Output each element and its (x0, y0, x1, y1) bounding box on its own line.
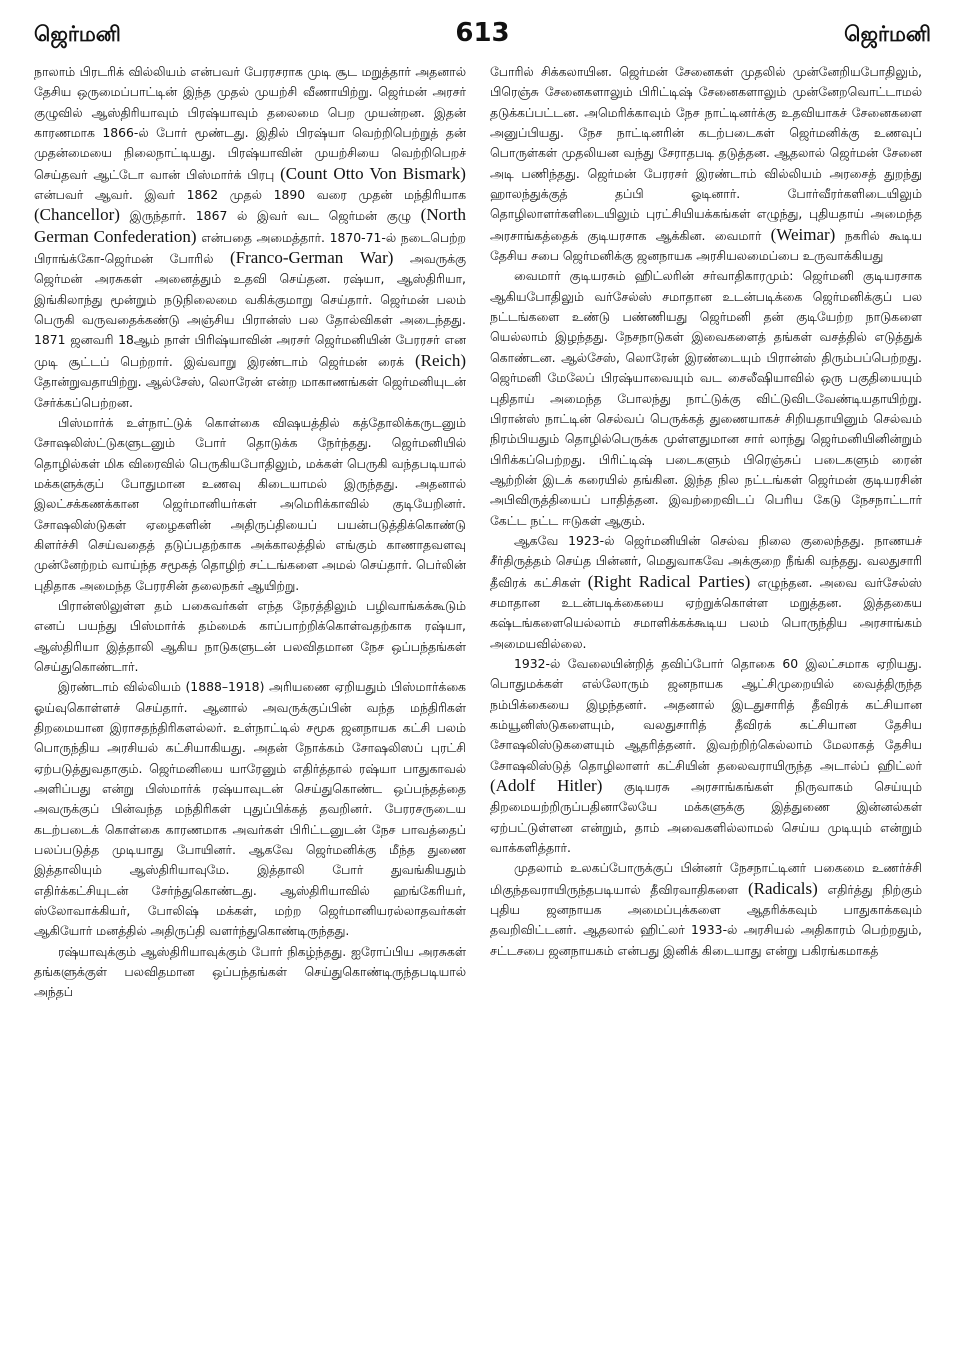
english-term: (Count Otto Von Bismark) (280, 163, 466, 183)
english-term: (Reich) (415, 350, 466, 370)
paragraph-text: முதலாம் உலகப்போருக்குப் பின்னர் நேசநாட்டினர் பகைமை உணர்ச்சி மிகுந்தவராயிருந்தபடியால் தீவிரவாதிகளை (490, 860, 922, 897)
paragraph-text: 1932-ல் வேலையின்றித் தவிப்போர் தொகை 60 இலட்சமாக ஏறியது. பொதுமக்கள் எல்லோரும் ஜனநாயக ஆட்சிமுறையில் வைத்திருந்த நம்பிக்கையை இழந்தனர். அதனால் இடதுசாரித் தீவிரக் கட்சியான கம்யூனிஸ்டுகளையும், வலதுசாரித் தீவிரக் கட்சியான தேசிய சோஷலிஸ்டுகளையும் ஆதரித்தனர். இவற்றிற்கெல்லாம் மேலாகத் தேசிய சோஷலிஸ்டுத் தொழிலாளர் கட்சியின் தலைவராயிருந்த அடால்ப் ஹிட்லர் (490, 655, 922, 773)
page-header (34, 18, 931, 58)
running-title-left: ஜெர்மனி (34, 22, 121, 46)
running-title-right: ஜெர்மனி (844, 22, 931, 46)
paragraph-text: நாலாம் பிரடரிக் வில்லியம் என்பவர் பேரரசராக முடி சூட மறுத்தார் அதனால் தேசிய ஒருமைப்பாட்டின் இந்த முதல் முயற்சி வீணாயிற்று. ஜெர்மன் அரசர் குழுவில் ஆஸ்திரியாவும் பிரஷ்யாவும் தலைமை பெற முயன்றன. இதன் காரணமாக 1866-ல் போர் மூண்டது. இதில் பிரஷ்யா வெற்றிபெற்றுத் தன் முதன்மையை நிலைநாட்டியது. பிரஷ்யாவின் முயற்சியை வெற்றிபெறச் செய்தவர் ஆட்டோ வான் பிஸ்மார்க் பிரபு (34, 64, 466, 182)
paragraph-text: தோன்றுவதாயிற்று. ஆல்சேஸ், லொரேன் என்ற மாகாணங்கள் ஜெர்மனியுடன் சேர்க்கப்பெற்றன. (34, 374, 466, 410)
paragraph: பிஸ்மார்க் உள்நாட்டுக் கொள்கை விஷயத்தில் கத்தோலிக்கருடனும் சோஷலிஸ்ட்டுகளுடனும் போர் தொடுக்க நேர்ந்தது. ஜெர்மனியில் தொழில்கள் மிக விரைவில் பெருகியபோதிலும், மக்கள் பெருகி வந்தபடியால் மக்களுக்குப் போதுமான உணவு கிடையாமல் இருந்தது. அதனால் இலட்சக்கணக்கான ஜெர்மானியர்கள் அமெரிக்காவில் குடியேறினர். சோஷலிஸ்டுகள் ஏழைகளின் அதிருப்தியைப் பயன்படுத்திக்கொண்டு கிளர்ச்சி செய்வதைத் தடுப்பதற்காக அக்காலத்தில் எங்கும் காணாதவளவு முன்னேற்றம் வாய்ந்த சமூகத் தொழிற் சட்டங்களை அமல் செய்தார். பெர்லின் புதிதாக அமைந்த பேரரசின் தலைநகர் ஆயிற்று. (34, 414, 466, 593)
english-term: (North German Confederation) (34, 205, 466, 246)
paragraph-text: போரில் சிக்கலாயின. ஜெர்மன் சேனைகள் முதலில் முன்னேறியபோதிலும், பிரெஞ்சு சேனைகளாலும் பிரிட்டிஷ் சேனைகளாலும் முன்னேறவொட்டாமல் தடுக்கப்பட்டன. அமெரிக்காவும் நேச நாட்டினர்க்கு உதவியாகச் சேனைகளை அனுப்பியது. நேச நாட்டினரின் கடற்படைகள் ஜெர்மனிக்கு உணவுப் பொருள்கள் முதலியன வந்து சேராதபடி தடுத்தன. ஆதலால் ஜெர்மன் சேனை அடி பணிந்தது. ஜெர்மன் பேரரசர் இரண்டாம் வில்லியம் அரசைத் துறந்து ஹாலந்துக்குத் தப்பி ஓடினார். போர்வீரர்களிடையிலும் தொழிலாளர்களிடையிலும் புரட்சியியக்கங்கள் எழுந்து, புதியதாய் அமைந்த அரசாங்கத்தைக் குடியரசாக ஆக்கின. வைமார் (490, 64, 922, 243)
right-column (490, 62, 922, 1352)
paragraph: வைமார் குடியரசும் ஹிட்லரின் சர்வாதிகாரமும்: ஜெர்மனி குடியரசாக ஆகியபோதிலும் வர்சேல்ஸ் சமாதான உடன்படிக்கை ஜெர்மனிக்குப் பல நட்டங்களை உண்டு பண்ணியது ஜெர்மனி தன் குடியேற்ற நாடுகளை யெல்லாம் இழந்தது. நேசநாடுகள் இவைகளைத் தங்கள் வசத்தில் எடுத்துக் கொண்டன. ஆல்சேஸ், லொரேன் இரண்டையும் பிரான்ஸ் திரும்பப்பெற்றது. ஜெர்மனி மேலேப் பிரஷ்யாவையும் வட சைலீஷியாவில் ஒரு பகுதியையும் புதிதாய் அமைந்த போலந்து நாட்டுக்கு விட்டுவிடவேண்டியதாயிற்று. பிரான்ஸ் நாட்டின் செல்வப் பெருக்கத் துணையாகச் சிறியதாயினும் செல்வம் நிரம்பியதும் தொழில்பெருக்க முள்ளதுமான சார் லாந்து ஜெர்மனியினின்றும் பிரிக்கப்பெற்றது. பிரிட்டிஷ் படைகளும் பிரெஞ்சுப் படைகளும் ரைன் ஆற்றின் இடக் கரையில் தங்கின. இந்த நில நட்டங்கள் ஜெர்மன் குடியரசின் அபிவிருத்தியைப் பாதித்தன. இவற்றைவிடப் பெரிய கேடு நேசநாட்டார் கேட்ட நட்ட ஈடுகள் ஆகும். (490, 268, 922, 528)
paragraph: பிரான்ஸிலுள்ள தம் பகைவர்கள் எந்த நேரத்திலும் பழிவாங்கக்கூடும் எனப் பயந்து பிஸ்மார்க் தம்மைக் காப்பாற்றிக்கொள்வதற்காக ரஷ்யா, ஆஸ்திரியா இத்தாலி ஆகிய நாடுகளுடன் பலவிதமான நேச ஒப்பந்தங்கள் செய்துகொண்டார். (34, 597, 466, 674)
paragraph-text: என்பதை அமைத்தார். 1870-71-ல் நடைபெற்ற பிராங்க்கோ-ஜெர்மன் போரில் (34, 229, 466, 267)
paragraph-text: எதிர்த்து நிற்கும் புதிய ஜனநாயக அமைப்புக்களை ஆதரிக்கவும் பாதுகாக்கவும் தவறிவிட்டனர். ஆதலால் ஹிட்லர் 1933-ல் அரசியல் அதிகாரம் பெற்றதும், சட்டசபை ஜனநாயகம் என்பது இனிக் கிடையாது என்று பகிரங்கமாகத் (490, 881, 922, 958)
english-term: (Weimar) (770, 224, 836, 244)
paragraph-text: இருந்தார். 1867 ல் இவர் வட ஜெர்மன் குழு (129, 208, 411, 224)
english-term: (Franco-German War) (229, 248, 394, 268)
paragraph-text: என்பவர் ஆவர். இவர் 1862 முதல் 1890 வரை முதன் மந்திரியாக (34, 187, 466, 203)
english-term: (Chancellor) (34, 205, 120, 225)
paragraph-text: நகரில் கூடிய தேசிய சபை ஜெர்மனிக்கு ஜனநாயக அரசியலமைப்பை உருவாக்கியது (490, 227, 922, 264)
paragraph (490, 531, 922, 654)
english-term: (Adolf Hitler) (490, 776, 603, 796)
paragraph: ரஷ்யாவுக்கும் ஆஸ்திரியாவுக்கும் போர் நிகழ்ந்தது. ஐரோப்பிய அரசுகள் தங்களுக்குள் பலவிதமான ஒப்பந்தங்கள் செய்துகொண்டிருந்தபடியால் அந்தப் (34, 943, 466, 1000)
paragraph-text: குடியரசு அரசாங்கங்கள் நிருவாகம் செய்யும் திறமையற்றிருப்பதினாலேயே மக்களுக்கு இத்துணை இன்னல்கள் ஏற்பட்டுள்ளன என்றும், தாம் அவைகளில்லாமல் செய்ய முடியும் என்றும் வாக்களித்தார். (490, 779, 922, 856)
english-term: (Radicals) (747, 878, 818, 898)
paragraph-text: ஆகவே 1923-ல் ஜெர்மனியின் செல்வ நிலை குலைந்தது. நாணயச் சீர்திருத்தம் செய்த பின்னர், மெதுவாகவே அக்குறை நீங்கி வந்தது. வலதுசாரி தீவிரக் கட்சிகள் (490, 532, 922, 590)
paragraph (490, 654, 922, 858)
paragraph-text: அவருக்கு ஜெர்மன் அரசுகள் அனைத்தும் உதவி செய்தன. ரஷ்யா, ஆஸ்திரியா, இங்கிலாந்து மூன்றும் நடுநிலைமை வகிக்குமாறு செய்தார். ஜெர்மன் பலம் பெருகி வருவதைக்கண்டு அஞ்சிய பிரான்ஸ் பல தோல்விகள் அடைந்தது. 1871 ஜனவரி 18ஆம் நாள் பிரிஷ்யாவின் அரசர் ஜெர்மனியின் பேரரசர் என முடி சூட்டப் பெற்றார். இவ்வாறு இரண்டாம் ஜெர்மன் ரைக் (34, 251, 466, 369)
paragraph (490, 858, 922, 961)
paragraph: இரண்டாம் வில்லியம் (1888–1918) அரியணை ஏறியதும் பிஸ்மார்க்கை ஓய்வுகொள்ளச் செய்தார். ஆனால் அவருக்குப்பின் வந்த மந்திரிகள் திறமையான இராசதந்திரிகளல்லர். உள்நாட்டில் சமூக ஜனநாயக கட்சி பலம் பொருந்திய அரசியல் கட்சியாகியது. அதன் நோக்கம் சோஷலிஸப் புரட்சி ஏற்படுத்துவதாகும். ஜெர்மனியை யாரேனும் எதிர்த்தால் ரஷ்யா பாதுகாவல் அளிப்பது என்று பிஸ்மார்க் ரஷ்யாவுடன் செய்துகொண்ட ஒப்பந்தத்தை அவருக்குப் பின்வந்த மந்திரிகள் புதுப்பிக்கத் தவறினர். பேரரசருடைய கடற்படைக் கொள்கை காரணமாக அவர்கள் பிரிட்டனுடன் நேச பாவத்தைப் பலப்படுத்த முடியாது போயினர். ஆகவே ஜெர்மனிக்கு மீந்த துணை இத்தாலியும் ஆஸ்திரியாவுமே. இத்தாலி போர் துவங்கியதும் எதிர்க்கட்சியுடன் சேர்ந்துகொண்டது. ஆஸ்திரியாவில் ஹங்கேரியர், ஸ்லோவாக்கியர், போலிஷ் மக்கள், மற்ற ஜெர்மானியரல்லாதவர்கள் ஆகியோர் மனத்தில் அதிருப்தி வளர்ந்துகொண்டிருந்தது. (34, 679, 466, 939)
page-number: 613 (455, 18, 510, 48)
paragraph (34, 62, 466, 413)
paragraph-text: எழுந்தன. அவை வர்சேல்ஸ் சமாதான உடன்படிக்கையை ஏற்றுக்கொள்ள மறுத்தன. இத்தகைய கஷ்டங்களையெல்லாம் சமாளிக்கக்கூடிய பலம் பொருந்திய அரசாங்கம் அமையவில்லை. (490, 574, 922, 651)
english-term: (Right Radical Parties) (587, 571, 751, 591)
paragraph (490, 62, 922, 266)
left-column (34, 62, 466, 1352)
